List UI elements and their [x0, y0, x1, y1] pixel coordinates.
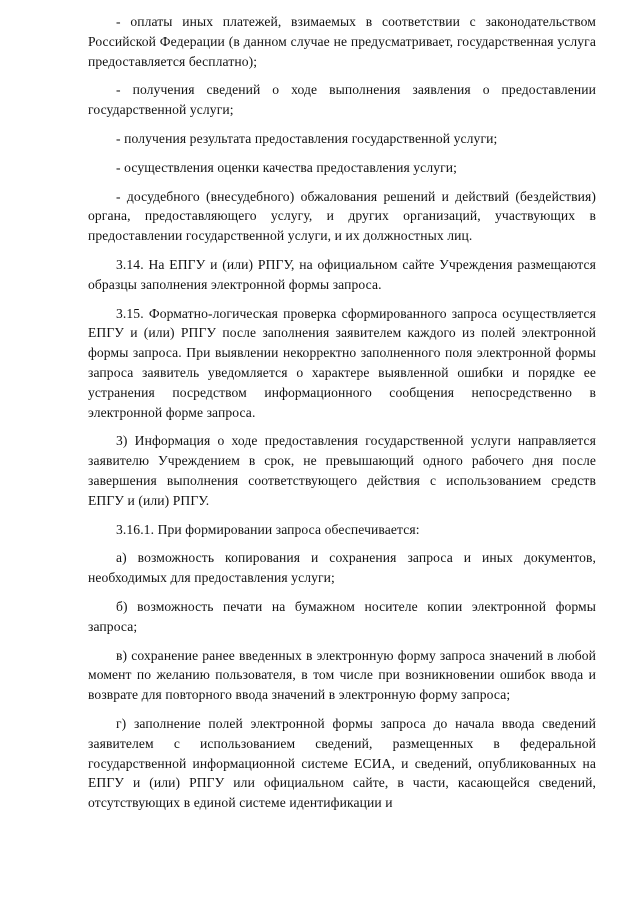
document-page — [88, 12, 596, 813]
paragraph-3-14: 3.14. На ЕПГУ и (или) РПГУ, на официальном сайте Учреждения размещаются образцы заполнения электронной формы запроса. — [88, 256, 596, 292]
paragraph-quality-assessment: - осуществления оценки качества предоставления услуги; — [116, 159, 458, 175]
paragraph-item-b: б) возможность печати на бумажном носителе копии электронной формы запроса; — [88, 598, 596, 634]
paragraph-item-v: в) сохранение ранее введенных в электронную форму запроса значений в любой момент по желанию пользователя, в том числе при возникновении ошибок ввода и возврате для повторного ввода значений в электронную форму запроса; — [88, 647, 596, 703]
paragraph-other-payments: - оплаты иных платежей, взимаемых в соответствии с законодательством Российской Федерации (в данном случае не предусматривает, государственная услуга предоставляется бесплатно); — [88, 14, 596, 69]
paragraph-result: - получения результата предоставления государственной услуги; — [116, 130, 498, 146]
paragraph-appeal: - досудебного (внесудебного) обжалования решений и действий (бездействия) органа, предоставляющего услугу, и других организаций, участвующих в предоставлении государственной услуги, и их должностных лиц. — [88, 188, 596, 244]
paragraph-item-a: а) возможность копирования и сохранения запроса и иных документов, необходимых для предоставления услуги; — [88, 550, 596, 586]
paragraph-item-g: г) заполнение полей электронной формы запроса до начала ввода сведений заявителем с использованием сведений, размещенных в федеральной государственной информационной системе ЕСИА, и сведений, опубликованных на ЕПГУ и (или) РПГУ или официальном сайте, в части, касающейся сведений, отсутствующих в единой системе идентификации и — [88, 715, 596, 811]
paragraph-3-15: 3.15. Форматно-логическая проверка сформированного запроса осуществляется ЕПГУ и (или) РПГУ после заполнения заявителем каждого из полей электронной формы запроса. При выявлении некорректно заполненного поля электронной формы запроса заявитель уведомляется о характере выявленной ошибки и порядке ее устранения посредством информационного сообщения непосредственно в электронной форме запроса. — [88, 305, 596, 420]
paragraph-status-info: - получения сведений о ходе выполнения заявления о предоставлении государственной услуги; — [88, 82, 596, 118]
paragraph-3-16-1: 3.16.1. При формировании запроса обеспечивается: — [116, 521, 420, 537]
paragraph-item-3: 3) Информация о ходе предоставления государственной услуги направляется заявителю Учреждением в срок, не превышающий одного рабочего дня после завершения выполнения соответствующего действия с использованием средств ЕПГУ и (или) РПГУ. — [88, 433, 596, 508]
